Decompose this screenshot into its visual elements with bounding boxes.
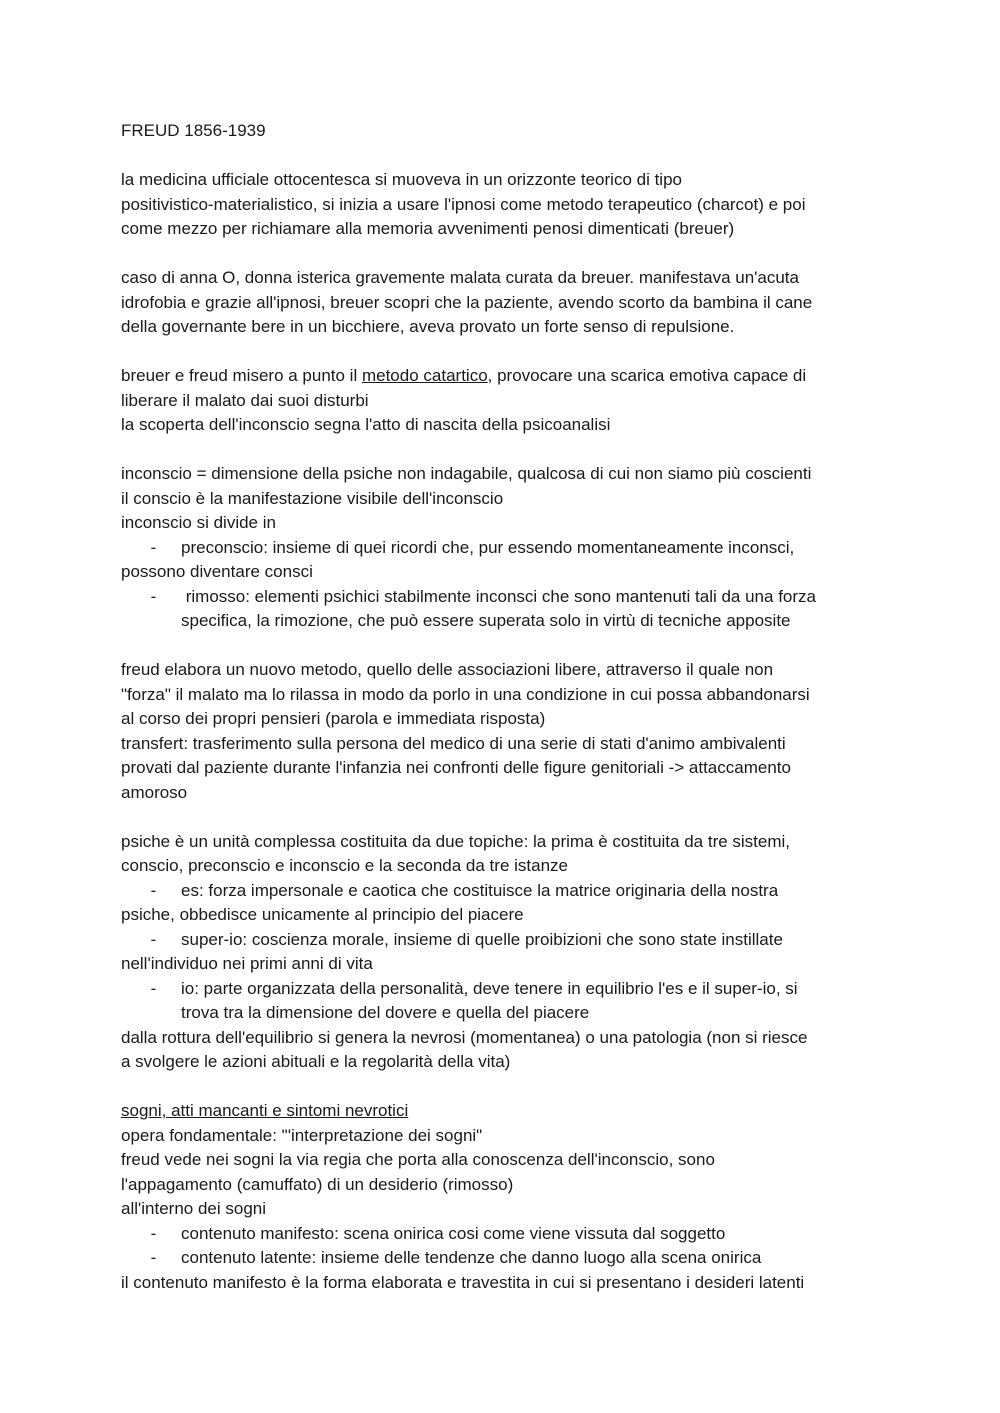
document-title: FREUD 1856-1939 xyxy=(121,121,266,140)
list-item: - contenuto manifesto: scena onirica cosi come viene vissuta dal soggetto xyxy=(121,1222,891,1247)
paragraph-line: il conscio è la manifestazione visibile dell'inconscio xyxy=(121,488,504,508)
paragraph-line: caso di anna O, donna isterica gravemente malata curata da breuer. manifestava un'acuta xyxy=(121,268,799,287)
list-item: - super-io: coscienza morale, insieme di quelle proibizioni che sono state instillate xyxy=(121,928,891,953)
paragraph-line: positivistico-materialistico, si inizia a usare l'ipnosi come metodo terapeutico (charcot) e poi xyxy=(121,194,806,214)
section-heading: sogni, atti mancanti e sintomi nevrotici xyxy=(121,1101,409,1120)
paragraph-line: il contenuto manifesto è la forma elaborata e travestita in cui si presentano i desideri latenti xyxy=(121,1272,805,1292)
list-item: - rimosso: elementi psichici stabilmente inconsci che sono mantenuti tali da una forza xyxy=(121,585,891,610)
paragraph-line: come mezzo per richiamare alla memoria avvenimenti penosi dimenticati (breuer) xyxy=(121,219,735,238)
paragraph-line xyxy=(121,364,891,389)
list-item-continuation: specifica, la rimozione, che può essere superata solo in virtù di tecniche apposite xyxy=(181,611,791,630)
paragraph-line: psiche, obbedisce unicamente al principio del piacere xyxy=(121,905,524,924)
bullet-dash: - xyxy=(150,1248,157,1267)
paragraph-line: possono diventare consci xyxy=(121,562,313,581)
list-item: - preconscio: insieme di quei ricordi che, pur essendo momentaneamente inconsci, xyxy=(121,536,891,561)
paragraph-line: al corso dei propri pensieri (parola e immediata risposta) xyxy=(121,709,546,728)
paragraph-line: nell'individuo nei primi anni di vita xyxy=(121,954,373,973)
paragraph-line: la scoperta dell'inconscio segna l'atto di nascita della psicoanalisi xyxy=(121,415,611,434)
paragraph-line: inconscio = dimensione della psiche non indagabile, qualcosa di cui non siamo più coscienti xyxy=(121,464,812,483)
paragraph-line: a svolgere le azioni abituali e la regolarità della vita) xyxy=(121,1052,511,1071)
paragraph-line: transfert: trasferimento sulla persona del medico di una serie di stati d'animo ambivalenti xyxy=(121,733,786,753)
paragraph-line: freud elabora un nuovo metodo, quello delle associazioni libere, attraverso il quale non xyxy=(121,660,774,679)
list-item-continuation: trova tra la dimensione del dovere e quella del piacere xyxy=(181,1003,590,1022)
bullet-dash: - xyxy=(150,880,157,900)
paragraph-line: freud vede nei sogni la via regia che porta alla conoscenza dell'inconscio, sono xyxy=(121,1150,715,1169)
paragraph-line: provati dal paziente durante l'infanzia nei confronti delle figure genitoriali -> attaccamento xyxy=(121,758,791,777)
bullet-dash: - xyxy=(150,537,157,557)
paragraph-line: psiche è un unità complessa costituita da due topiche: la prima è costituita da tre sistemi, xyxy=(121,831,791,851)
bullet-dash: - xyxy=(150,1223,157,1243)
paragraph-line: idrofobia e grazie all'ipnosi, breuer scopri che la paziente, avendo scorto da bambina il cane xyxy=(121,292,813,312)
paragraph-line: dalla rottura dell'equilibrio si genera la nevrosi (momentanea) o una patologia (non si riesce xyxy=(121,1027,808,1047)
paragraph-line: della governante bere in un bicchiere, aveva provato un forte senso di repulsione. xyxy=(121,317,735,336)
paragraph-line: liberare il malato dai suoi disturbi xyxy=(121,390,369,410)
paragraph-line: conscio, preconscio e inconscio e la seconda da tre istanze xyxy=(121,856,568,875)
paragraph-line: all'interno dei sogni xyxy=(121,1199,267,1218)
paragraph-line: la medicina ufficiale ottocentesca si muoveva in un orizzonte teorico di tipo xyxy=(121,170,682,189)
metodo-catartico-term: metodo catartico xyxy=(361,366,488,385)
paragraph-line: l'appagamento (camuffato) di un desiderio (rimosso) xyxy=(121,1174,514,1194)
document-body xyxy=(121,119,891,1295)
paragraph-line: "forza" il malato ma lo rilassa in modo da porlo in una condizione in cui possa abbandonarsi xyxy=(121,684,810,704)
list-item: - io: parte organizzata della personalità, deve tenere in equilibrio l'es e il super-io, si xyxy=(121,977,891,1002)
text-run: breuer e freud misero a punto il xyxy=(121,366,362,385)
bullet-dash: - xyxy=(150,586,157,606)
bullet-dash: - xyxy=(150,929,157,949)
list-item: - contenuto latente: insieme delle tendenze che danno luogo alla scena onirica xyxy=(121,1246,891,1271)
bullet-dash: - xyxy=(150,978,157,998)
paragraph-line: inconscio si divide in xyxy=(121,513,276,532)
list-item: - es: forza impersonale e caotica che costituisce la matrice originaria della nostra xyxy=(121,879,891,904)
paragraph-line: amoroso xyxy=(121,782,188,802)
paragraph-line: opera fondamentale: "'interpretazione dei sogni" xyxy=(121,1125,483,1145)
text-run: , provocare una scarica emotiva capace di xyxy=(487,366,807,385)
